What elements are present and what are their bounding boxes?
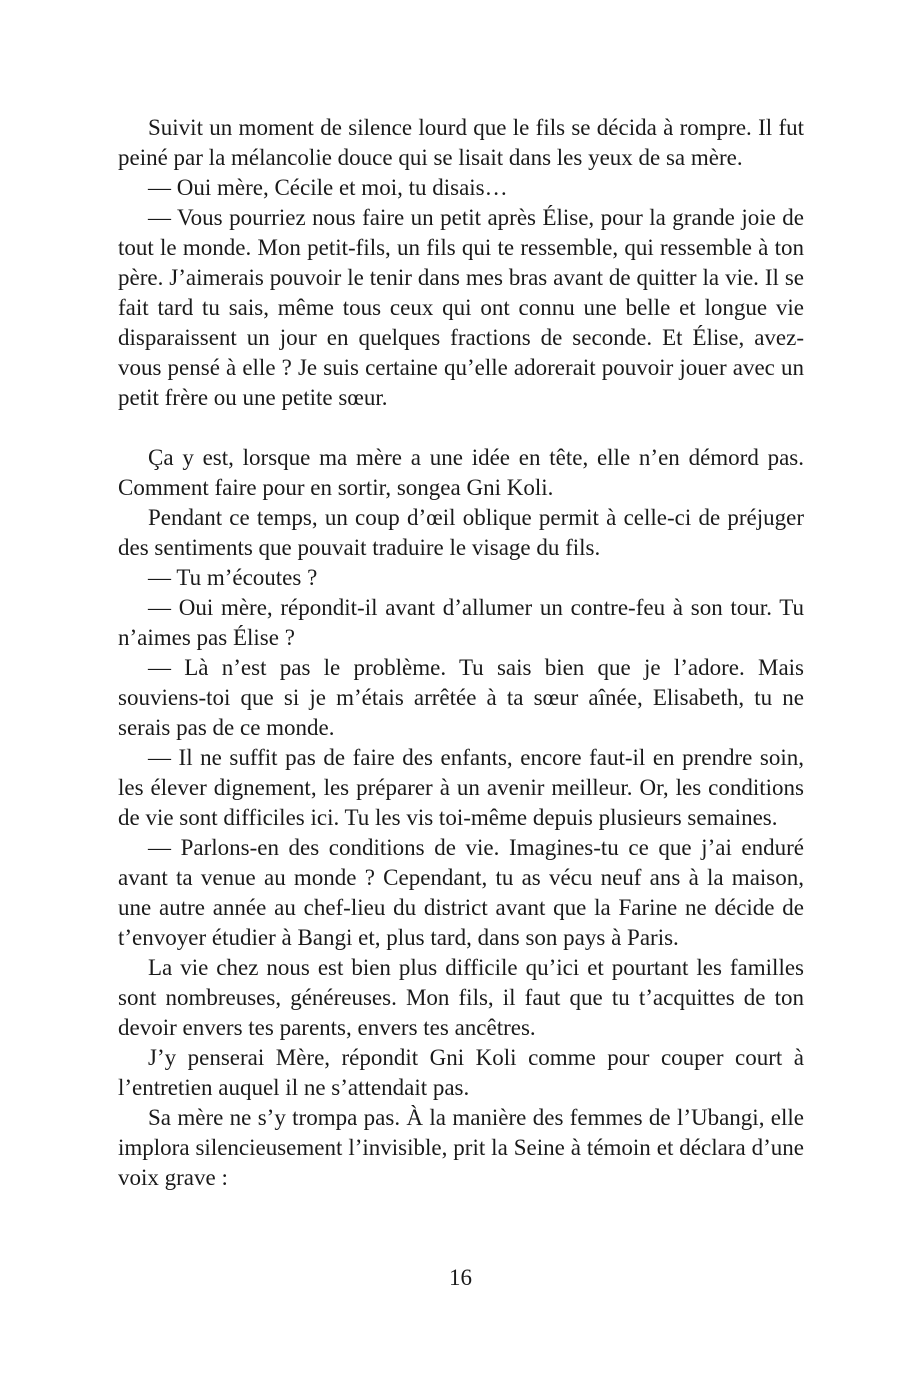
section-break [118,413,804,443]
page-number: 16 [449,1265,472,1290]
paragraph: Sa mère ne s’y trompa pas. À la manière des femmes de l’Ubangi, elle implora silencieusement l’invisible, prit la Seine à témoin et déclara d’une voix grave : [118,1105,804,1190]
dialogue-line: — Vous pourriez nous faire un petit après Élise, pour la grande joie de tout le monde. Mon petit-fils, un fils qui te ressemble, qui ressemble à ton père. J’aimerais pouvoir le tenir dans mes bras avant de quitter la vie. Il se fait tard tu sais, même tous ceux qui ont connu une belle et longue vie disparaissent un jour en quelques fractions de seconde. Et Élise, avez-vous pensé à elle ? Je suis certaine qu’elle adorerait pouvoir jouer avec un petit frère ou une petite sœur. [118,205,804,410]
dialogue-line: — Tu m’écoutes ? [148,565,318,590]
paragraph: Suivit un moment de silence lourd que le fils se décida à rompre. Il fut peiné par la mélancolie douce qui se lisait dans les yeux de sa mère. [118,115,804,170]
dialogue-line: — Il ne suffit pas de faire des enfants, encore faut-il en prendre soin, les élever dignement, les préparer à un avenir meilleur. Or, les conditions de vie sont difficiles ici. Tu les vis toi-même depuis plusieurs semaines. [118,745,804,830]
page-body [118,113,804,1193]
paragraph: Pendant ce temps, un coup d’œil oblique permit à celle-ci de préjuger des sentiments que pouvait traduire le visage du fils. [118,505,804,560]
dialogue-line: — Là n’est pas le problème. Tu sais bien que je l’adore. Mais souviens-toi que si je m’étais arrêtée à ta sœur aînée, Elisabeth, tu ne serais pas de ce monde. [118,655,804,740]
paragraph: La vie chez nous est bien plus difficile qu’ici et pourtant les familles sont nombreuses, généreuses. Mon fils, il faut que tu t’acquittes de ton devoir envers tes parents, envers tes ancêtres. [118,955,804,1040]
dialogue-line: — Oui mère, Cécile et moi, tu disais… [148,175,508,200]
paragraph: Ça y est, lorsque ma mère a une idée en tête, elle n’en démord pas. Comment faire pour en sortir, songea Gni Koli. [118,445,804,500]
dialogue-line: — Parlons-en des conditions de vie. Imagines-tu ce que j’ai enduré avant ta venue au monde ? Cependant, tu as vécu neuf ans à la maison, une autre année au chef-lieu du district avant que la Farine ne décide de t’envoyer étudier à Bangi et, plus tard, dans son pays à Paris. [118,835,804,950]
paragraph: J’y penserai Mère, répondit Gni Koli comme pour couper court à l’entretien auquel il ne s’attendait pas. [118,1045,804,1100]
dialogue-line: — Oui mère, répondit-il avant d’allumer un contre-feu à son tour. Tu n’aimes pas Élise ? [118,595,804,650]
